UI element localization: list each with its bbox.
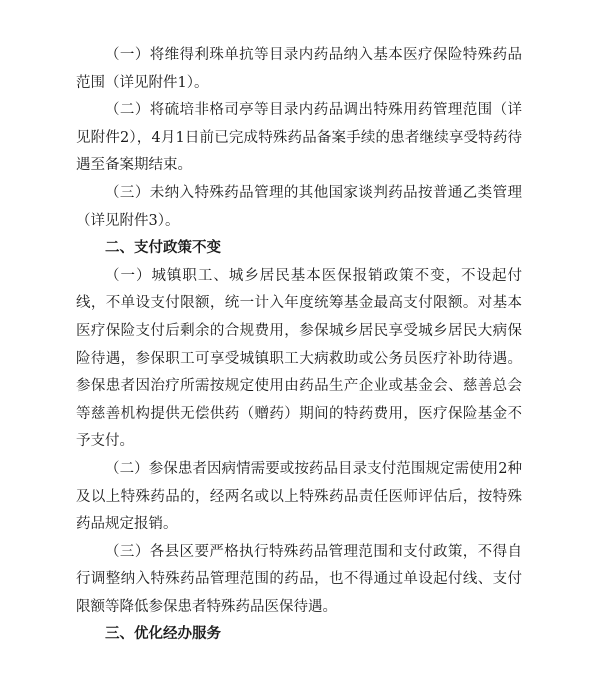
paragraph-payment-1: （一）城镇职工、城乡居民基本医保报销政策不变，不设起付线，不单设支付限额，统一计入年度统筹基金最高支付限额。对基本医疗保险支付后剩余的合规费用，参保城乡居民享受城乡居民大病保险待遇，参保职工可享受城镇职工大病救助或公务员医疗补助待遇。参保患者因治疗所需按规定使用由药品生产企业或基金会、慈善总会等慈善机构提供无偿供药（赠药）期间的特药费用，医疗保险基金不予支付。	[76, 267, 522, 450]
paragraph-item-2: （二）将硫培非格司亭等目录内药品调出特殊用药管理范围（详见附件2），4月1日前已完成特殊药品备案手续的患者继续享受特药待遇至备案期结束。	[76, 102, 522, 174]
section-heading-3: 三、优化经办服务	[105, 626, 221, 643]
paragraph-item-1: （一）将维得利珠单抗等目录内药品纳入基本医疗保险特殊药品范围（详见附件1）。	[76, 47, 522, 91]
paragraph-item-3: （三）未纳入特殊药品管理的其他国家谈判药品按普通乙类管理（详见附件3）。	[76, 184, 522, 229]
section-heading-2: 二、支付政策不变	[105, 240, 221, 257]
paragraph-payment-3: （三）各县区要严格执行特殊药品管理范围和支付政策，不得自行调整纳入特殊药品管理范围的药品，也不得通过单设起付线、支付限额等降低参保患者特殊药品医保待遇。	[76, 543, 522, 615]
paragraph-payment-2: （二）参保患者因病情需要或按药品目录支付范围规定需使用2种及以上特殊药品的，经两名或以上特殊药品责任医师评估后，按特殊药品规定报销。	[76, 460, 522, 533]
document-body	[76, 42, 522, 649]
